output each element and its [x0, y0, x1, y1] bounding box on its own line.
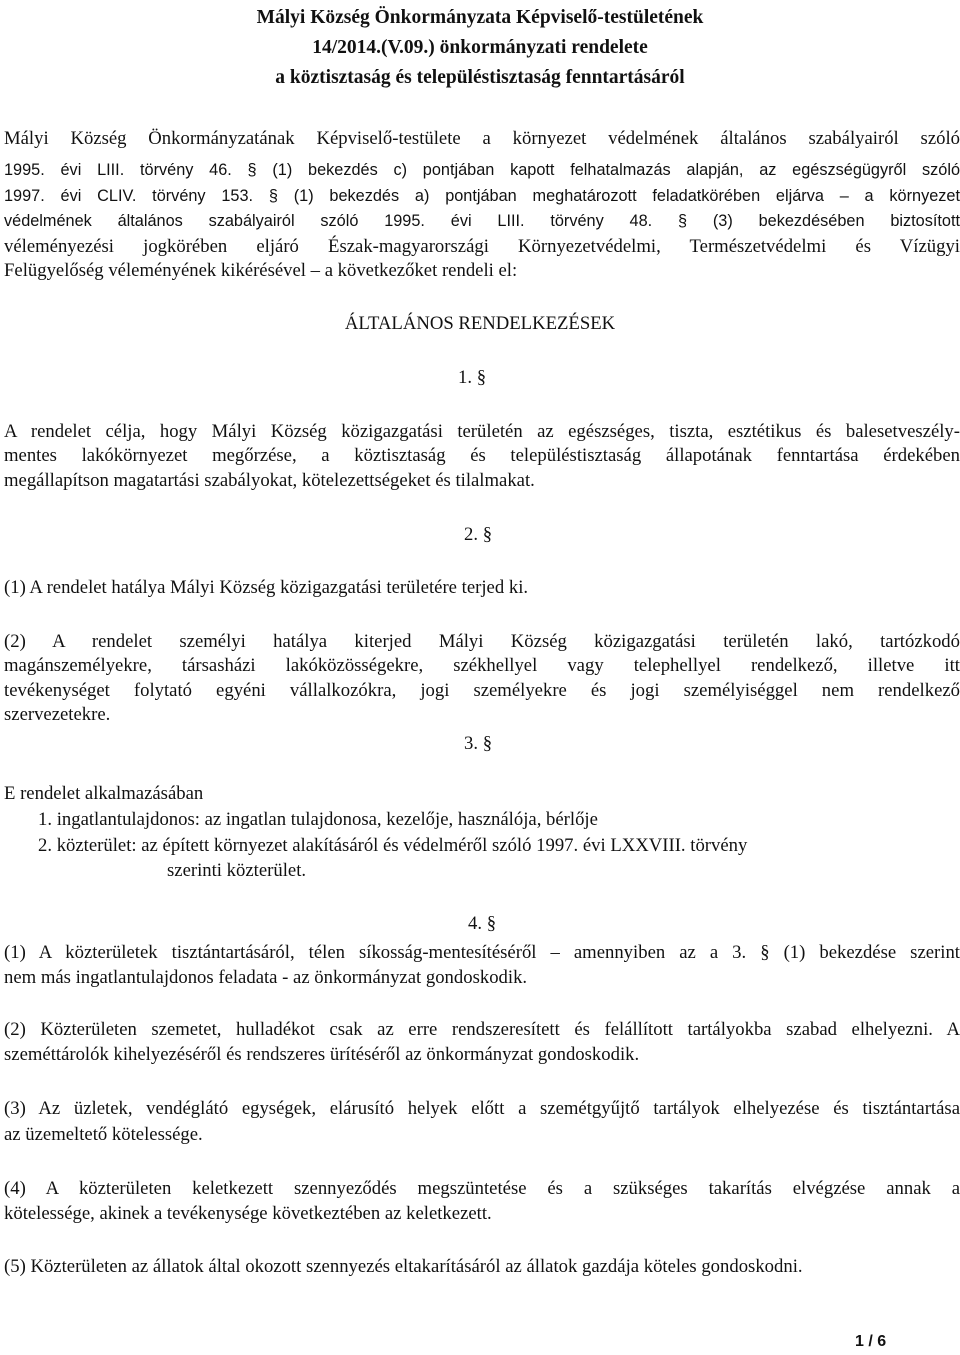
paragraph-line: magánszemélyekre, társasházi lakóközösségekre, székhellyel vagy telephellyel rendelkező, illetve itt [4, 655, 960, 676]
definition-item: 2. közterület: az épített környezet alakításáról és védelméről szóló 1997. évi LXXVIII. törvény [38, 835, 748, 856]
paragraph-line: kötelessége, akinek a tevékenysége következtében az keletkezett. [4, 1203, 492, 1224]
preamble-line: 1997. évi CLIV. törvény 153. § (1) bekezdés a) pontjában meghatározott feladatkörében eljárva – a környezet [4, 187, 960, 205]
document-title-line-3: a köztisztaság és településtisztaság fenntartásáról [275, 67, 685, 88]
section-number-2: 2. § [464, 524, 493, 545]
preamble-line: véleményezési jogkörében eljáró Észak-magyarországi Környezetvédelmi, Természetvédelmi és Vízügyi [4, 236, 960, 257]
section-number-1: 1. § [458, 367, 487, 388]
paragraph-line: (1) A rendelet hatálya Mályi Község közigazgatási területére terjed ki. [4, 577, 529, 598]
page-number: 1 / 6 [855, 1333, 887, 1350]
document-title-line-2: 14/2014.(V.09.) önkormányzati rendelete [312, 37, 648, 58]
paragraph-line: (1) A közterületek tisztántartásáról, télen síkosság-mentesítéséről – amennyiben az a 3. § (1) bekezdése szerint [4, 942, 960, 963]
definition-item: 1. ingatlantulajdonos: az ingatlan tulajdonosa, kezelője, használója, bérlője [38, 809, 598, 830]
section-number-3: 3. § [464, 733, 493, 754]
paragraph-line: nem más ingatlantulajdonos feladata - az önkormányzat gondoskodik. [4, 967, 528, 988]
paragraph-line: (4) A közterületen keletkezett szennyeződés megszüntetése és a szükséges takarítás elvégzése annak a [4, 1178, 960, 1199]
paragraph-line: szeméttárolók kihelyezéséről és rendszeres ürítéséről az önkormányzat gondoskodik. [4, 1044, 640, 1065]
paragraph-line: A rendelet célja, hogy Mályi Község közigazgatási területén az egészséges, tiszta, esztétikus és balesetveszély- [4, 421, 960, 442]
preamble-line: 1995. évi LIII. törvény 46. § (1) bekezdés c) pontjában kapott felhatalmazás alapján, az egészségügyről szóló [4, 161, 960, 179]
paragraph-line: (5) Közterületen az állatok által okozott szennyezés eltakarításáról az állatok gazdája köteles gondoskodni. [4, 1256, 803, 1277]
paragraph-line: (2) Közterületen szemetet, hulladékot csak az erre rendszeresített és felállított tartályokba szabad elhelyezni. A [4, 1019, 960, 1040]
preamble-line: Mályi Község Önkormányzatának Képviselő-testülete a környezet védelmének általános szabályairól szóló [4, 128, 960, 149]
section-number-4: 4. § [468, 913, 497, 934]
definition-item-continuation: szerinti közterület. [167, 860, 307, 881]
paragraph-line: (3) Az üzletek, vendéglátó egységek, elárusító helyek előtt a szemétgyűjtő tartályok elhelyezése és tisztántartása [4, 1098, 960, 1119]
definitions-intro: E rendelet alkalmazásában [4, 783, 204, 804]
paragraph-line: megállapítson magatartási szabályokat, kötelezettségeket és tilalmakat. [4, 470, 535, 491]
paragraph-line: szervezetekre. [4, 704, 111, 725]
paragraph-line: mentes lakókörnyezet megőrzése, a köztisztaság és településtisztaság állapotának fenntartása érdekében [4, 445, 960, 466]
section-heading-general: ÁLTALÁNOS RENDELKEZÉSEK [344, 313, 616, 334]
paragraph-line: tevékenységet folytató egyéni vállalkozókra, jogi személyekre és jogi személyiséggel nem rendelkező [4, 680, 960, 701]
paragraph-line: (2) A rendelet személyi hatálya kiterjed Mályi Község közigazgatási területén lakó, tartózkodó [4, 631, 960, 652]
paragraph-line: az üzemeltető kötelessége. [4, 1124, 203, 1145]
preamble-line: Felügyelőség véleményének kikérésével – a következőket rendeli el: [4, 260, 518, 281]
preamble-line: védelmének általános szabályairól szóló 1995. évi LIII. törvény 48. § (3) bekezdésében biztosított [4, 212, 960, 230]
document-title-line-1: Mályi Község Önkormányzata Képviselő-testületének [256, 7, 704, 28]
